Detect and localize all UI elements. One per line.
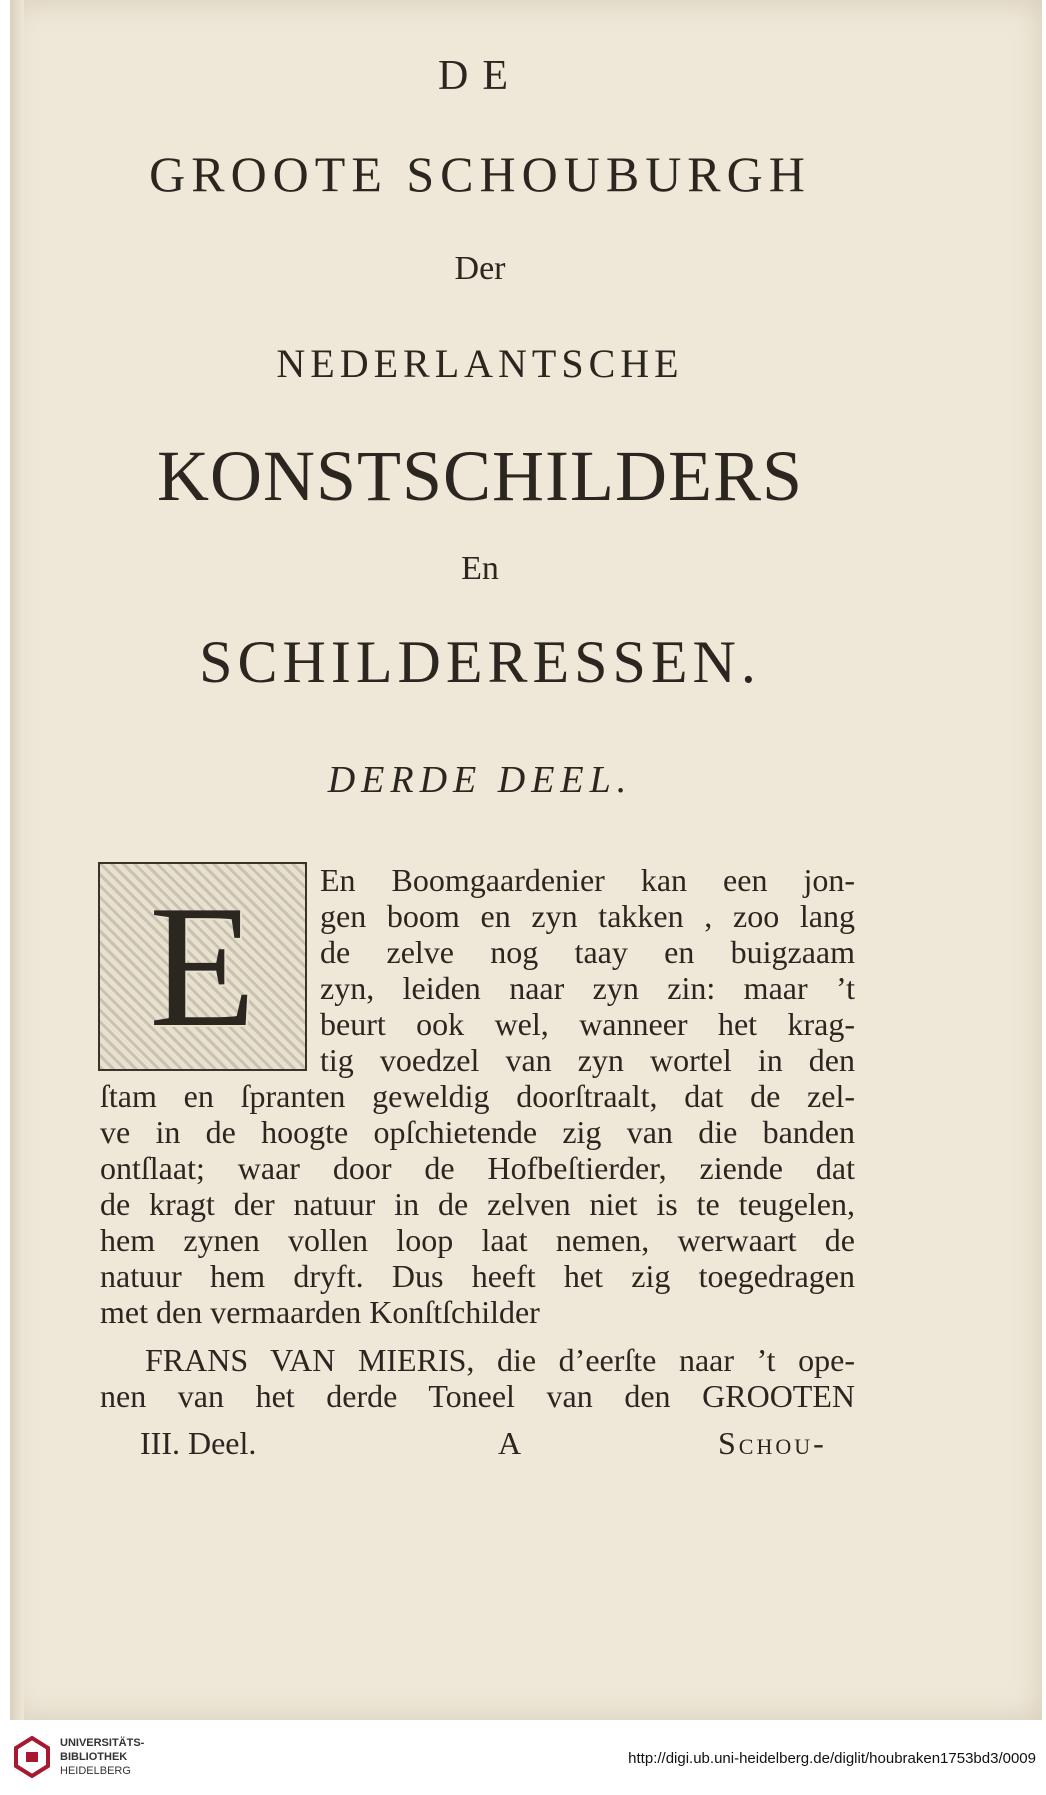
volume-heading: DERDE DEEL. <box>327 759 633 801</box>
body-line: natuur hem dryft. Dus heeft het zig toegedragen <box>100 1258 855 1294</box>
body-line: gen boom en zyn takken , zoo lang <box>320 898 855 934</box>
book-page <box>10 0 1042 1720</box>
body-line: En Boomgaardenier kan een jon- <box>320 862 855 898</box>
volume-label: III. Deel. <box>140 1425 257 1461</box>
title-line-schilderessen: SCHILDERESSEN. <box>199 629 761 695</box>
library-footer <box>0 1720 1046 1795</box>
catchword: Schou- <box>718 1425 827 1461</box>
body-line: de zelve nog taay en buigzaam <box>320 934 855 970</box>
body-line: FRANS VAN MIERIS, die d’eerſte naar ’t ope- <box>145 1342 855 1378</box>
title-line-nederlantsche: NEDERLANTSCHE <box>276 341 684 386</box>
title-line-en: En <box>461 550 499 587</box>
body-line: ve in de hoogte opſchietende zig van die banden <box>100 1114 855 1150</box>
body-line: ontſlaat; waar door de Hofbeſtierder, ziende dat <box>100 1150 855 1186</box>
title-line-konstschilders: KONSTSCHILDERS <box>156 436 804 516</box>
signature-mark: A <box>498 1425 522 1461</box>
library-name-line: BIBLIOTHEK <box>60 1751 128 1763</box>
library-name-line: UNIVERSITÄTS- <box>60 1737 145 1749</box>
body-line: beurt ook wel, wanneer het krag- <box>320 1006 855 1042</box>
body-line: hem zynen vollen loop laat nemen, werwaart de <box>100 1222 855 1258</box>
library-name <box>60 1736 144 1778</box>
body-line: met den vermaarden Konſtſchilder <box>100 1294 540 1330</box>
decorated-initial <box>98 862 307 1071</box>
title-line-der: Der <box>454 250 506 287</box>
title-line-de: DE <box>438 53 522 99</box>
body-line: nen van het derde Toneel van den GROOTEN <box>100 1378 855 1414</box>
university-library-logo-icon <box>12 1734 52 1780</box>
body-line: ſtam en ſpranten geweldig doorſtraalt, dat de zel- <box>100 1078 855 1114</box>
title-line-groote-schouburgh: GROOTE SCHOUBURGH <box>149 146 811 202</box>
initial-letter: E <box>149 869 256 1063</box>
body-line: zyn, leiden naar zyn zin: maar ’t <box>320 970 855 1006</box>
library-name-line: HEIDELBERG <box>60 1765 131 1777</box>
source-url-link[interactable]: http://digi.ub.uni-heidelberg.de/diglit/houbraken1753bd3/0009 <box>628 1750 1036 1767</box>
body-line: de kragt der natuur in de zelven niet is te teugelen, <box>100 1186 855 1222</box>
body-line: tig voedzel van zyn wortel in den <box>320 1042 855 1078</box>
